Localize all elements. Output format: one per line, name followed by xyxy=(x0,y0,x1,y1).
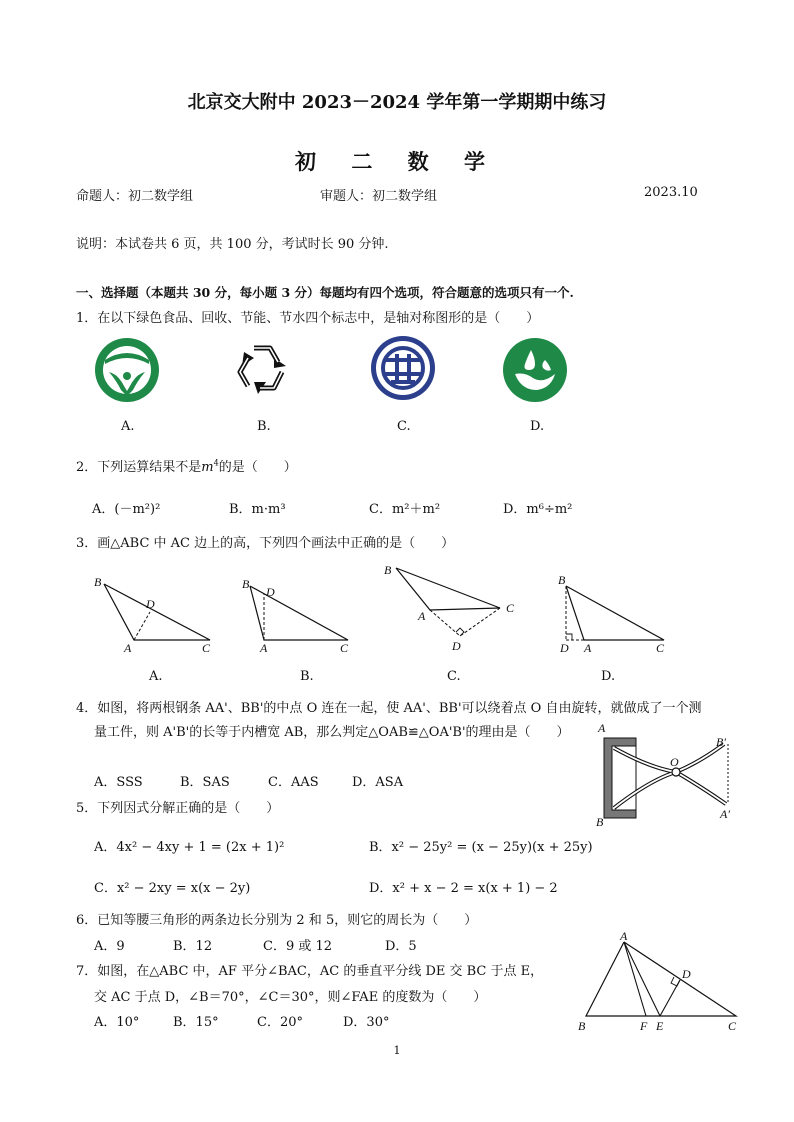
q7-stem-line1: 7．如图，在△ABC 中，AF 平分∠BAC，AC 的垂直平分线 DE 交 BC 于点 E， xyxy=(76,964,544,979)
reviewer: 审题人：初二数学组 xyxy=(320,189,438,204)
q6-option-d: D．5 xyxy=(385,939,417,954)
q7-option-d: D．30° xyxy=(343,1015,390,1030)
q7-label-b: B xyxy=(578,1019,586,1033)
q3b-label-d: D xyxy=(266,585,275,599)
q4-option-a: A．SSS xyxy=(94,775,143,790)
q4-option-d: D．ASA xyxy=(352,775,404,790)
q3-figure-a xyxy=(90,574,220,656)
q4-label-o: O xyxy=(670,755,679,769)
q4-option-c: C．AAS xyxy=(268,775,319,790)
q2-option-a: A．(－m²)² xyxy=(92,502,161,517)
q5-option-d: D．x² + x − 2 = x(x + 1) − 2 xyxy=(369,881,558,896)
q4-stem-line2: 量工件，则 A'B'的长等于内槽宽 AB，那么判定△OAB≌△OA'B'的理由是（ ） xyxy=(94,725,570,740)
q2-stem-post: 的是（ ） xyxy=(218,460,297,475)
q3-figure-d xyxy=(552,574,682,656)
q3b-label-c: C xyxy=(340,641,349,655)
q3a-label-c: C xyxy=(202,641,211,655)
energy-saving-logo xyxy=(369,334,437,402)
q3c-label-d: D xyxy=(452,639,461,653)
q5-option-b: B．x² − 25y² = (x − 25y)(x + 25y) xyxy=(369,840,593,855)
q2-stem xyxy=(76,456,297,475)
q6-option-b: B．12 xyxy=(173,939,213,954)
page-title: 北京交大附中 2023－2024 学年第一学期期中练习 xyxy=(187,92,607,113)
q2-var: m xyxy=(201,460,214,475)
q3-label-a: A. xyxy=(149,669,163,684)
page-subtitle: 初 二 数 学 xyxy=(295,149,499,174)
recycle-logo xyxy=(228,336,296,404)
q4-label-b-prime: B′ xyxy=(716,735,726,749)
q3b-label-a: A xyxy=(260,641,268,655)
q3-figure-b xyxy=(236,574,366,656)
q6-stem: 6．已知等腰三角形的两条边长分别为 2 和 5，则它的周长为（ ） xyxy=(76,913,478,928)
q4-option-b: B．SAS xyxy=(180,775,230,790)
q6-option-c: C．9 或 12 xyxy=(263,939,333,954)
q5-stem: 5．下列因式分解正确的是（ ） xyxy=(76,801,280,816)
water-saving-logo xyxy=(501,336,569,404)
q4-caliper-figure xyxy=(590,716,750,828)
q3c-label-a: A xyxy=(418,609,426,623)
q4-label-a: A xyxy=(598,721,606,735)
q3-figure-c xyxy=(378,560,528,656)
q2-exp: 4 xyxy=(213,458,219,468)
q6-option-a: A．9 xyxy=(94,939,125,954)
q1-label-c: C. xyxy=(397,419,411,434)
q7-stem-line2: 交 AC 于点 D，∠B＝70°，∠C＝30°，则∠FAE 的度数为（ ） xyxy=(94,990,487,1005)
q5-option-a: A．4x² − 4xy + 1 = (2x + 1)² xyxy=(94,840,285,855)
q7-label-a: A xyxy=(620,929,628,943)
q7-label-c: C xyxy=(728,1019,737,1033)
q4-label-b: B xyxy=(596,815,604,829)
q3a-label-b: B xyxy=(94,575,102,589)
exam-note: 说明：本试卷共 6 页，共 100 分，考试时长 90 分钟. xyxy=(76,237,389,252)
q3d-label-c: C xyxy=(656,641,665,655)
q3-label-b: B. xyxy=(300,669,314,684)
q2-option-d: D．m⁶÷m² xyxy=(503,502,573,517)
q3-stem: 3．画△ABC 中 AC 边上的高，下列四个画法中正确的是（ ） xyxy=(76,536,455,551)
q1-stem: 1．在以下绿色食品、回收、节能、节水四个标志中，是轴对称图形的是（ ） xyxy=(76,311,540,326)
q3-label-c: C. xyxy=(447,669,461,684)
author: 命题人：初二数学组 xyxy=(76,189,194,204)
q2-option-b: B．m·m³ xyxy=(229,502,286,517)
q7-option-b: B．15° xyxy=(173,1015,219,1030)
q1-label-a: A. xyxy=(121,419,135,434)
q3c-label-c: C xyxy=(506,601,515,615)
green-food-logo xyxy=(93,336,161,404)
page-number: 1 xyxy=(393,1044,401,1057)
q5-option-c: C．x² − 2xy = x(x − 2y) xyxy=(94,881,251,896)
q1-label-b: B. xyxy=(257,419,271,434)
q2-stem-pre: 2．下列运算结果不是 xyxy=(76,460,202,475)
q7-label-f: F xyxy=(640,1019,648,1033)
q3a-label-a: A xyxy=(124,641,132,655)
exam-date: 2023.10 xyxy=(644,185,698,200)
section-heading: 一、选择题（本题共 30 分，每小题 3 分）每题均有四个选项，符合题意的选项只有一个. xyxy=(76,285,574,300)
q4-label-a-prime: A′ xyxy=(720,807,730,821)
q3a-label-d: D xyxy=(146,597,155,611)
q4-stem-line1: 4．如图，将两根钢条 AA'、BB'的中点 O 连在一起，使 AA'、BB'可以绕着点 O 自由旋转，就做成了一个测 xyxy=(76,701,702,716)
q2-option-c: C．m²＋m² xyxy=(369,502,441,517)
q3d-label-a: A xyxy=(584,641,592,655)
q3c-label-b: B xyxy=(384,563,392,577)
q3d-label-b: B xyxy=(558,573,566,587)
q3-label-d: D. xyxy=(601,669,616,684)
q7-label-d: D xyxy=(682,967,691,981)
q7-option-a: A．10° xyxy=(94,1015,140,1030)
q7-label-e: E xyxy=(656,1019,664,1033)
q1-label-d: D. xyxy=(530,419,545,434)
q7-triangle-figure xyxy=(572,930,748,1034)
q3d-label-d: D xyxy=(560,641,569,655)
q3b-label-b: B xyxy=(242,577,250,591)
q7-option-c: C．20° xyxy=(257,1015,303,1030)
